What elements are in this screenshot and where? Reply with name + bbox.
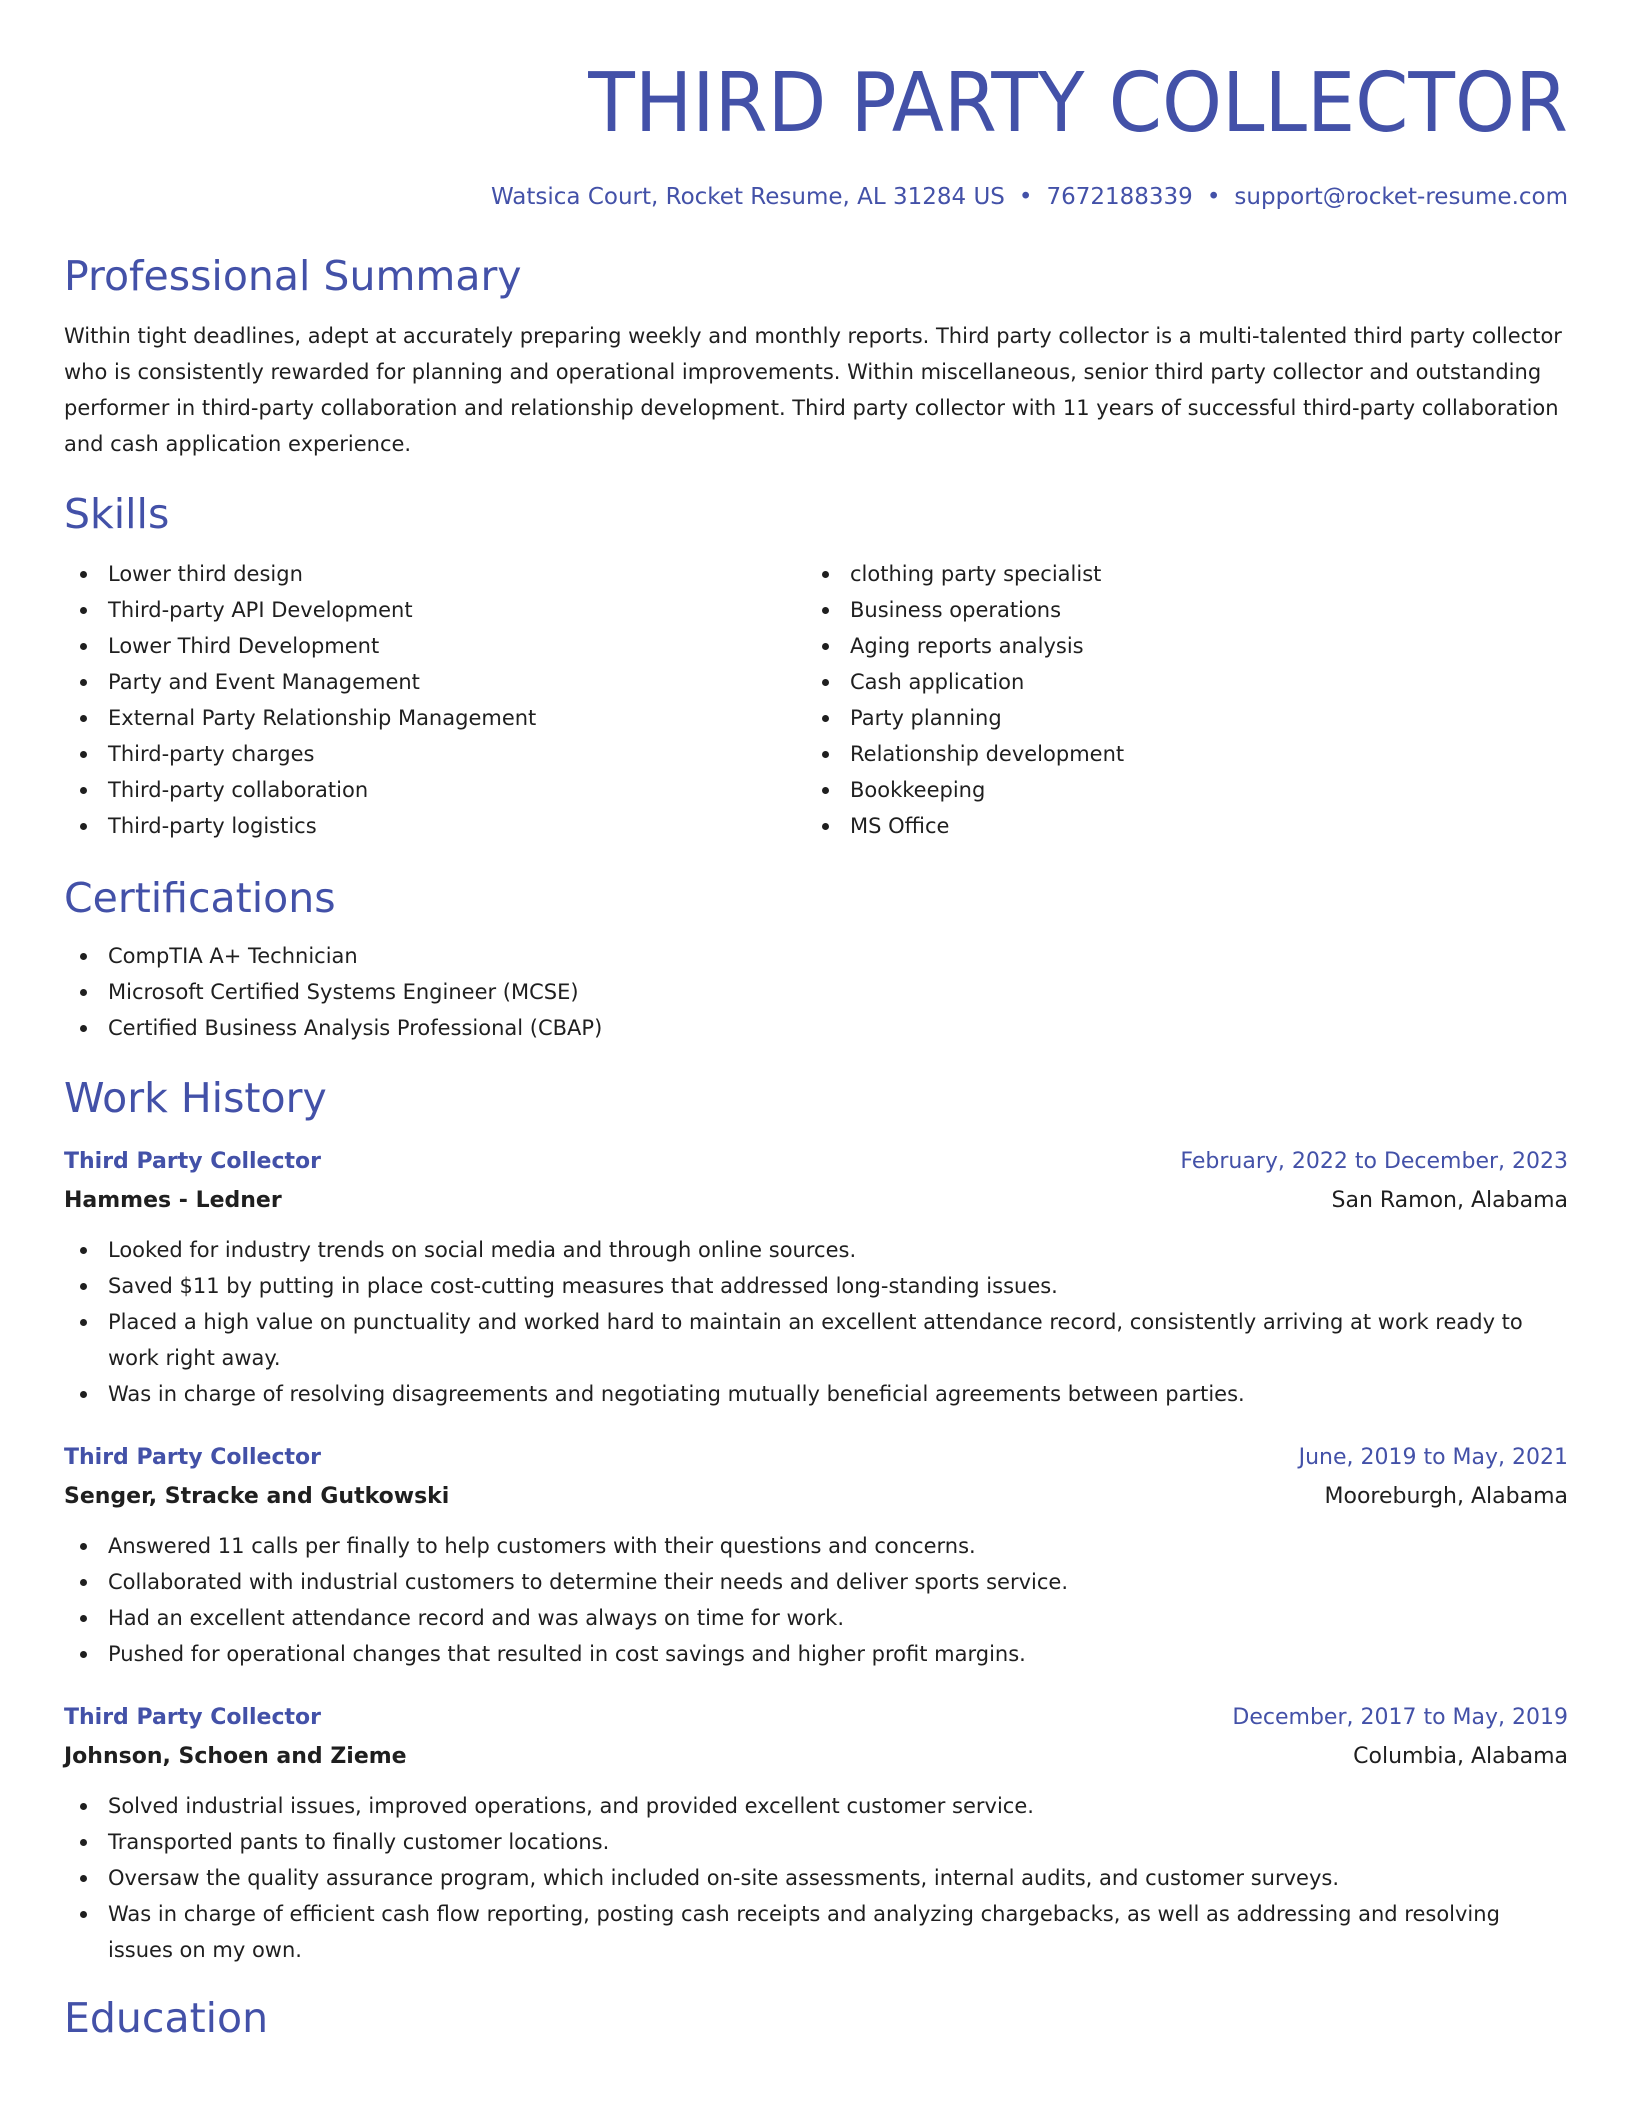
contact-phone: 7672188339 — [1046, 184, 1193, 210]
skill-item: External Party Relationship Management — [64, 700, 806, 736]
certifications-list — [64, 938, 1568, 1046]
contact-line — [64, 182, 1568, 212]
job-company: Senger, Stracke and Gutkowski — [64, 1484, 450, 1509]
skill-item: Business operations — [806, 592, 1548, 628]
skill-item: Relationship development — [806, 736, 1548, 772]
skill-item: Third-party API Development — [64, 592, 806, 628]
certification-item: CompTIA A+ Technician — [64, 938, 1568, 974]
work-history-heading: Work History — [64, 1074, 327, 1122]
skills-list-right — [806, 556, 1548, 844]
job-bullet: Was in charge of resolving disagreements and negotiating mutually beneficial agreements between parties. — [64, 1376, 1568, 1412]
job-location: Mooreburgh, Alabama — [1324, 1484, 1568, 1509]
job-location: Columbia, Alabama — [1353, 1744, 1568, 1769]
certification-item: Microsoft Certified Systems Engineer (MCSE) — [64, 974, 1568, 1010]
job-entry — [64, 1698, 1568, 1968]
skill-item: MS Office — [806, 808, 1548, 844]
skills-list-left — [64, 556, 806, 844]
resume-name: THIRD PARTY COLLECTOR — [588, 56, 1568, 151]
job-location: San Ramon, Alabama — [1331, 1188, 1568, 1213]
summary-heading: Professional Summary — [64, 252, 522, 300]
job-bullet: Had an excellent attendance record and was always on time for work. — [64, 1600, 1568, 1636]
job-bullet: Oversaw the quality assurance program, which included on-site assessments, internal audits, and customer surveys. — [64, 1860, 1568, 1896]
job-bullet: Solved industrial issues, improved operations, and provided excellent customer service. — [64, 1788, 1568, 1824]
skill-item: clothing party specialist — [806, 556, 1548, 592]
education-heading: Education — [64, 1994, 269, 2042]
job-header-row — [64, 1698, 1568, 1738]
skill-item: Cash application — [806, 664, 1548, 700]
job-dates: June, 2019 to May, 2021 — [1298, 1445, 1568, 1470]
summary-text: Within tight deadlines, adept at accurately preparing weekly and monthly reports. Third party collector is a multi-talented third party collector who is consistently rewarded for planning and operational improvements. Within miscellaneous, senior third party collector and outstanding performer in third-party collaboration and relationship development. Third party collector with 11 years of successful third-party collaboration and cash application experience. — [64, 324, 1562, 456]
job-header-row — [64, 1438, 1568, 1478]
job-bullet: Transported pants to finally customer locations. — [64, 1824, 1568, 1860]
skills-column-left — [64, 556, 806, 844]
job-dates: February, 2022 to December, 2023 — [1180, 1149, 1568, 1174]
certification-item: Certified Business Analysis Professional (CBAP) — [64, 1010, 1568, 1046]
job-bullet: Pushed for operational changes that resulted in cost savings and higher profit margins. — [64, 1636, 1568, 1672]
job-title: Third Party Collector — [64, 1445, 321, 1470]
job-dates: December, 2017 to May, 2019 — [1232, 1705, 1568, 1730]
job-bullets — [64, 1528, 1568, 1672]
certifications-heading: Certifications — [64, 874, 336, 922]
skill-item: Bookkeeping — [806, 772, 1548, 808]
skill-item: Lower third design — [64, 556, 806, 592]
job-bullet: Was in charge of efficient cash flow reporting, posting cash receipts and analyzing chargebacks, as well as addressing and resolving issues on my own. — [64, 1896, 1568, 1968]
job-company-row — [64, 1478, 1568, 1516]
contact-separator: • — [1018, 184, 1033, 210]
skills-column-right — [806, 556, 1548, 844]
job-company-row — [64, 1738, 1568, 1776]
skill-item: Third-party charges — [64, 736, 806, 772]
skill-item: Party planning — [806, 700, 1548, 736]
skill-item: Aging reports analysis — [806, 628, 1548, 664]
job-entry — [64, 1142, 1568, 1412]
job-bullet: Placed a high value on punctuality and worked hard to maintain an excellent attendance record, consistently arriving at work ready to work right away. — [64, 1304, 1568, 1376]
contact-separator: • — [1206, 184, 1221, 210]
job-company-row — [64, 1182, 1568, 1220]
job-bullets — [64, 1788, 1568, 1968]
skill-item: Lower Third Development — [64, 628, 806, 664]
job-title: Third Party Collector — [64, 1149, 321, 1174]
skills-grid — [64, 556, 1568, 844]
job-header-row — [64, 1142, 1568, 1182]
job-bullets — [64, 1232, 1568, 1412]
contact-email: support@rocket-resume.com — [1234, 184, 1568, 210]
contact-address: Watsica Court, Rocket Resume, AL 31284 US — [491, 184, 1005, 210]
job-company: Johnson, Schoen and Zieme — [64, 1744, 407, 1769]
job-bullet: Saved $11 by putting in place cost-cutting measures that addressed long-standing issues. — [64, 1268, 1568, 1304]
job-title: Third Party Collector — [64, 1705, 321, 1730]
job-entry — [64, 1438, 1568, 1672]
skill-item: Party and Event Management — [64, 664, 806, 700]
skill-item: Third-party collaboration — [64, 772, 806, 808]
job-bullet: Looked for industry trends on social media and through online sources. — [64, 1232, 1568, 1268]
job-bullet: Collaborated with industrial customers to determine their needs and deliver sports service. — [64, 1564, 1568, 1600]
skills-heading: Skills — [64, 490, 170, 538]
job-bullet: Answered 11 calls per finally to help customers with their questions and concerns. — [64, 1528, 1568, 1564]
skill-item: Third-party logistics — [64, 808, 806, 844]
job-company: Hammes - Ledner — [64, 1188, 282, 1213]
